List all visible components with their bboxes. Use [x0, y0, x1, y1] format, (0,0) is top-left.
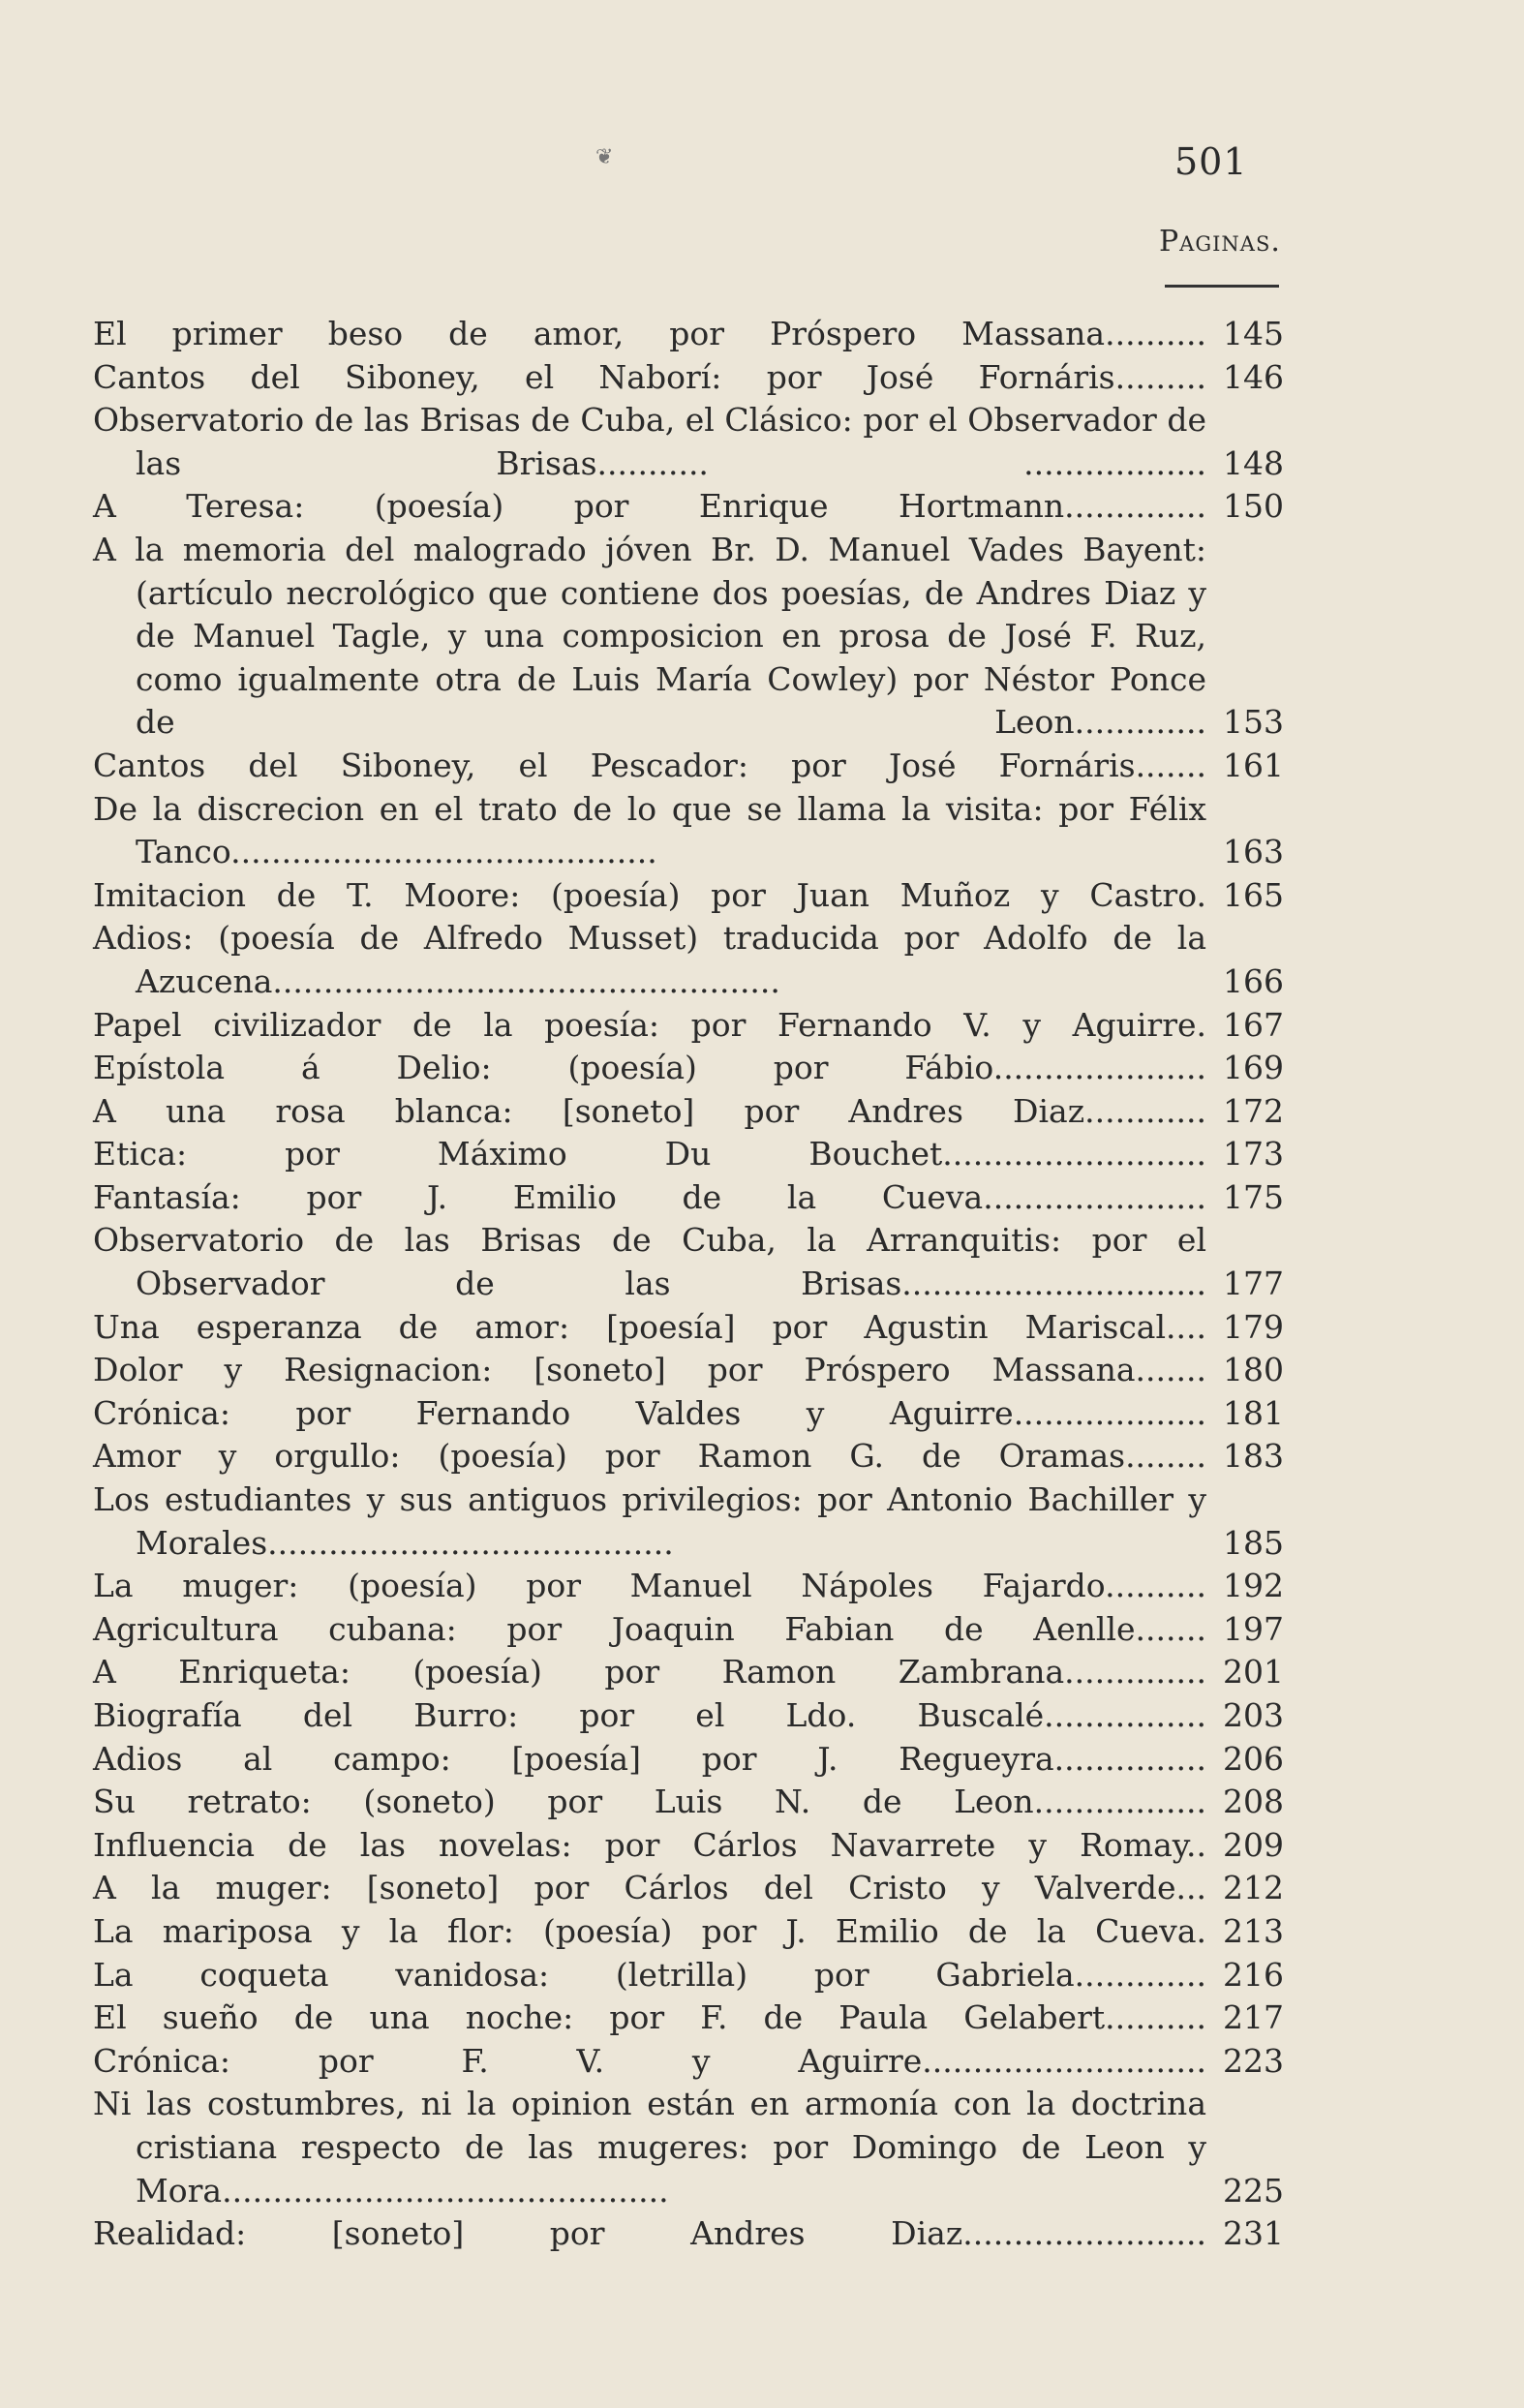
toc-entry-page: 213	[1223, 1911, 1284, 1950]
toc-entry	[93, 1651, 1284, 1694]
toc-entry-title: Realidad: [soneto] por Andres Diaz........................	[93, 2214, 1206, 2253]
toc-entry	[93, 874, 1284, 918]
toc-entry	[93, 1392, 1284, 1436]
toc-entry	[93, 529, 1284, 745]
toc-entry-page: 197	[1223, 1609, 1284, 1648]
toc-entry	[93, 1176, 1284, 1220]
toc-entry-title: Cantos del Siboney, el Pescador: por José Fornáris.......	[93, 746, 1206, 784]
toc-entry-page: 206	[1223, 1739, 1284, 1778]
toc-entry-title: Su retrato: (soneto) por Luis N. de Leon.................	[93, 1783, 1206, 1821]
toc-entry-title: Imitacion de T. Moore: (poesía) por Juan Muñoz y Castro.	[93, 875, 1206, 914]
toc-entry	[93, 788, 1284, 874]
toc-entry	[93, 1954, 1284, 1997]
toc-entry	[93, 1694, 1284, 1738]
toc-entry	[93, 1608, 1284, 1652]
toc-entry-title: Ni las costumbres, ni la opinion están en armonía con la doctrina cristiana respecto de las mugeres: por Domingo de Leon y Mora............................................	[93, 2085, 1206, 2210]
toc-entry	[93, 485, 1284, 529]
toc-entry-title: Una esperanza de amor: [poesía] por Agustin Mariscal....	[93, 1307, 1206, 1346]
toc-entry	[93, 1997, 1284, 2040]
heading-rule	[1165, 285, 1279, 288]
toc-entry	[93, 917, 1284, 1003]
toc-entry	[93, 1004, 1284, 1048]
toc-entry	[93, 745, 1284, 788]
toc-entry-title: El primer beso de amor, por Próspero Massana..........	[93, 315, 1206, 352]
toc-entry	[93, 1349, 1284, 1392]
toc-entry-page: 179	[1223, 1307, 1284, 1346]
toc-entry	[93, 1910, 1284, 1954]
toc-entry-title: La muger: (poesía) por Manuel Nápoles Fajardo..........	[93, 1567, 1206, 1605]
toc-entry-page: 175	[1223, 1177, 1284, 1216]
toc-entry-title: El sueño de una noche: por F. de Paula Gelabert..........	[93, 1998, 1206, 2037]
toc-entry	[93, 1738, 1284, 1782]
toc-entry	[93, 1565, 1284, 1608]
toc-entry-title: Crónica: por F. V. y Aguirre............................	[93, 2041, 1206, 2080]
toc-entry-page: 166	[1223, 961, 1284, 1000]
toc-entry-title: Observatorio de las Brisas de Cuba, la Arranquitis: por el Observador de las Brisas..............................	[93, 1221, 1206, 1303]
toc-entry-title: La coqueta vanidosa: (letrilla) por Gabriela.............	[93, 1955, 1206, 1994]
toc-entry-title: Adios al campo: [poesía] por J. Regueyra...............	[93, 1739, 1206, 1778]
toc-entry-title: Etica: por Máximo Du Bouchet..........................	[93, 1135, 1206, 1174]
toc-entry-page: 216	[1223, 1955, 1284, 1994]
toc-entry-page: 201	[1223, 1653, 1284, 1692]
toc-entry	[93, 356, 1284, 400]
toc-entry-page: 181	[1223, 1393, 1284, 1432]
toc-entry	[93, 1090, 1284, 1134]
toc-entry	[93, 1047, 1284, 1090]
toc-entry	[93, 2083, 1284, 2212]
toc-entry-page: 150	[1223, 487, 1284, 526]
toc-entry-page: 208	[1223, 1783, 1284, 1821]
toc-entry-page: 217	[1223, 1998, 1284, 2037]
toc-entry-page: 153	[1223, 703, 1284, 742]
toc-entry-page: 165	[1223, 875, 1284, 914]
pages-column-heading: Paginas.	[1159, 225, 1281, 259]
toc-entry-title: De la discrecion en el trato de lo que se llama la visita: por Félix Tanco..........................................	[93, 789, 1206, 871]
toc-entry-title: Crónica: por Fernando Valdes y Aguirre...................	[93, 1393, 1206, 1432]
toc-entry-title: Los estudiantes y sus antiguos privilegios: por Antonio Bachiller y Morales........................................	[93, 1480, 1206, 1562]
toc-entry	[93, 1435, 1284, 1478]
toc-entry-title: Dolor y Resignacion: [soneto] por Próspero Massana.......	[93, 1351, 1206, 1389]
toc-entry-page: 223	[1223, 2041, 1284, 2080]
toc-entry	[93, 1133, 1284, 1176]
toc-entry-page: 192	[1223, 1567, 1284, 1605]
toc-entry-page: 212	[1223, 1869, 1284, 1907]
toc-entry	[93, 1219, 1284, 1305]
toc-entry	[93, 399, 1284, 485]
toc-entry-page: 167	[1223, 1005, 1284, 1044]
toc-entry	[93, 2212, 1284, 2256]
toc-entry	[93, 2040, 1284, 2084]
toc-entry	[93, 1824, 1284, 1868]
toc-entry-title: Agricultura cubana: por Joaquin Fabian de Aenlle.......	[93, 1609, 1206, 1648]
toc-entry-title: Biografía del Burro: por el Ldo. Buscalé................	[93, 1696, 1206, 1734]
table-of-contents	[93, 313, 1284, 2256]
toc-entry-title: Adios: (poesía de Alfredo Musset) traducida por Adolfo de la Azucena..................................................	[93, 919, 1206, 1000]
toc-entry-title: Amor y orgullo: (poesía) por Ramon G. de Oramas........	[93, 1437, 1206, 1476]
toc-entry-page: 161	[1223, 746, 1284, 784]
toc-entry-title: Fantasía: por J. Emilio de la Cueva......................	[93, 1177, 1206, 1216]
toc-entry	[93, 1478, 1284, 1565]
toc-entry-title: Observatorio de las Brisas de Cuba, el Clásico: por el Observador de las Brisas........... ..................	[93, 401, 1206, 482]
toc-entry-page: 209	[1223, 1825, 1284, 1864]
toc-entry-page: 169	[1223, 1049, 1284, 1087]
toc-entry-page: 183	[1223, 1437, 1284, 1476]
toc-entry-page: 180	[1223, 1351, 1284, 1389]
toc-entry-page: 145	[1223, 315, 1284, 352]
toc-entry-title: Cantos del Siboney, el Naborí: por José Fornáris.........	[93, 357, 1206, 396]
toc-entry	[93, 313, 1284, 356]
toc-entry-page: 231	[1223, 2214, 1284, 2253]
toc-entry-title: Influencia de las novelas: por Cárlos Navarrete y Romay..	[93, 1825, 1206, 1864]
toc-entry	[93, 1867, 1284, 1910]
toc-entry-page: 225	[1223, 2171, 1284, 2210]
toc-entry-title: Papel civilizador de la poesía: por Fernando V. y Aguirre.	[93, 1005, 1206, 1044]
toc-entry-page: 173	[1223, 1135, 1284, 1174]
toc-entry-title: A una rosa blanca: [soneto] por Andres Diaz............	[93, 1091, 1206, 1130]
toc-entry-page: 148	[1223, 443, 1284, 482]
toc-entry-page: 172	[1223, 1091, 1284, 1130]
toc-entry	[93, 1781, 1284, 1824]
toc-entry	[93, 1306, 1284, 1350]
page-ornament: ❦	[595, 145, 614, 169]
toc-entry-title: Epístola á Delio: (poesía) por Fábio.....................	[93, 1049, 1206, 1087]
toc-entry-title: A la memoria del malogrado jóven Br. D. Manuel Vades Bayent: (artículo necrológico que contiene dos poesías, de Andres Diaz y de Manuel Tagle, y una composicion en prosa de José F. Ruz, como igualmente otra de Luis María Cowley) por Néstor Ponce de Leon.............	[93, 530, 1206, 742]
toc-entry-page: 146	[1223, 357, 1284, 396]
page-number: 501	[1174, 140, 1248, 183]
toc-entry-title: A Enriqueta: (poesía) por Ramon Zambrana..............	[93, 1653, 1206, 1692]
toc-entry-page: 163	[1223, 833, 1284, 871]
toc-entry-title: A Teresa: (poesía) por Enrique Hortmann..............	[93, 487, 1206, 526]
toc-entry-title: A la muger: [soneto] por Cárlos del Cristo y Valverde...	[93, 1869, 1206, 1907]
toc-entry-page: 203	[1223, 1696, 1284, 1734]
toc-entry-title: La mariposa y la flor: (poesía) por J. Emilio de la Cueva.	[93, 1911, 1206, 1950]
toc-entry-page: 185	[1223, 1523, 1284, 1562]
toc-entry-page: 177	[1223, 1265, 1284, 1303]
